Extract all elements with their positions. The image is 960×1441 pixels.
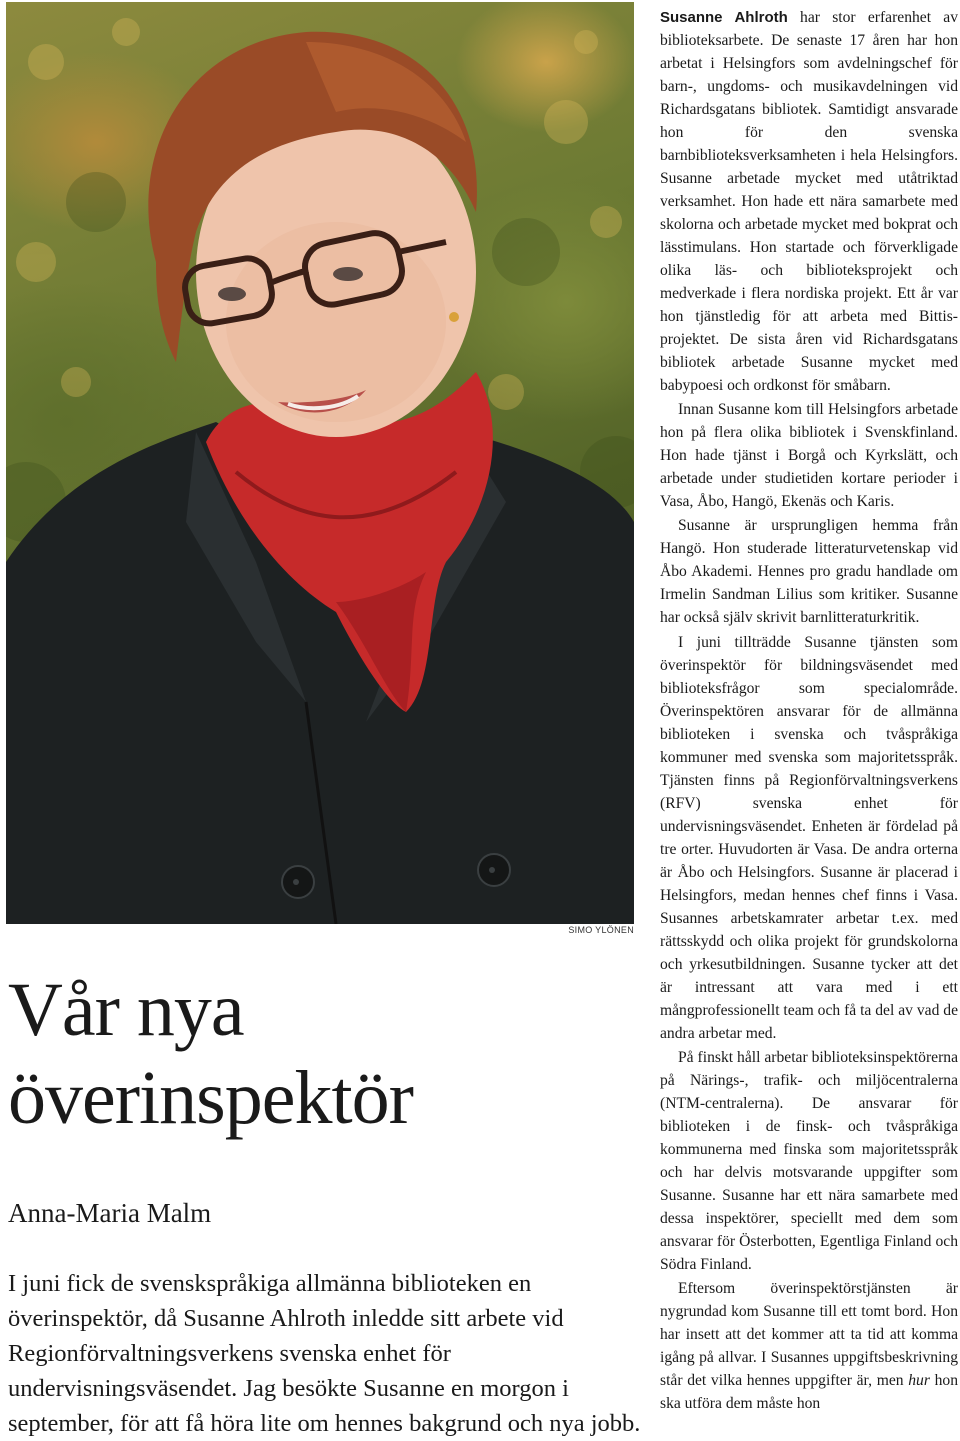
body-paragraph-3: Susanne är ursprungligen hemma från Hangö. Hon studerade litteraturvetenskap vid Åbo Akademi. Hennes pro gradu handlade om Irmelin Sandman Lilius som kritiker. Susanne har också själv skrivit barnlitteraturkritik. <box>660 517 958 627</box>
body-paragraph-1 <box>660 6 958 397</box>
author-byline: Anna-Maria Malm <box>8 1198 212 1228</box>
body-paragraph-6-start: Eftersom överinspektörstjänsten är nygrundad kom Susanne till ett tomt bord. Hon har insett att det kommer att ta tid att komma igång på allvar. I Susannes uppgiftsbeskrivning står det vilka hennes uppgifter är, men <box>660 1279 958 1389</box>
run-in-name: Susanne Ahlroth <box>660 9 788 26</box>
portrait-photo <box>6 2 634 924</box>
headline-line-1: Vår nya <box>8 968 244 1052</box>
body-paragraph-6 <box>660 1277 958 1415</box>
portrait-illustration <box>6 2 634 924</box>
emphasis-word: hur <box>908 1371 930 1389</box>
headline <box>8 966 638 1142</box>
body-paragraph-2: Innan Susanne kom till Helsingfors arbetade hon på flera olika bibliotek i Svenskfinland. Hon hade tjänst i Borgå och Kyrkslätt, och arbetade under studietiden kortare perioder i Vasa, Åbo, Hangö, Ekenäs och Karis. <box>660 401 958 511</box>
body-paragraph-1-text: har stor erfarenhet av biblioteksarbete. De senaste 17 åren har hon arbetat i Helsingfors som avdelningschef för barn-, ungdoms- och musikavdelningen vid Richardsgatans bibliotek. Samtidigt ansvarade hon för den svenska barnbiblioteksverksamheten i hela Helsingfors. Susanne arbetade mycket med utåtriktad verksamhet. Hon hade ett nära samarbete med skolorna och arbetade mycket med bokprat och lässtimulans. Hon startade och förverkligade olika läs- och biblioteksprojekt och medverkade i flera nordiska projekt. Ett år var hon tjänstledig för att arbeta med Bittis-projektet. De sista åren vid Richardsgatans bibliotek arbetade Susanne mycket med babypoesi och ordkonst för småbarn. <box>660 9 959 394</box>
headline-line-2: överinspektör <box>8 1056 413 1140</box>
body-paragraph-5: På finskt håll arbetar biblioteksinspektörerna på Närings-, trafik- och miljöcentralerna (NTM-centralerna). De ansvarar för biblioteken i de finsk- och tvåspråkiga kommunerna med finska som majoritetsspråk och har delvis motsvarande uppgifter som Susanne. Susanne har ett nära samarbete med dessa inspektörer, speciellt med dem som ansvarar för Österbotten, Egentliga Finland och Södra Finland. <box>660 1048 958 1273</box>
body-paragraph-6-end: hon ska utföra dem måste hon <box>660 1371 958 1412</box>
photo-credit: SIMO YLÖNEN <box>568 925 634 935</box>
article-body-column <box>660 6 958 1416</box>
body-paragraph-4: I juni tillträdde Susanne tjänsten som överinspektör för bildningsväsendet med biblioteksfrågor som specialområde. Överinspektören ansvarar för de allmänna biblioteken i svenska och tvåspråkiga kommuner med svenska som majoritetsspråk. Tjänsten finns på Regionförvaltningsverkens (RFV) svenska enhet för undervisningsväsendet. Enheten är fördelad på tre orter. Huvudorten är Vasa. De andra orterna är Åbo och Helsingfors. Susanne är placerad i Helsingfors, medan hennes chef finns i Vasa. Susannes arbetskamrater arbetar t.ex. med rättsskydd och olika projekt för grundskolorna och yrkesutbildningen. Susanne tycker att det är intressant att vara med i ett mångprofessionellt team och få ta del av vad de andra arbetar med. <box>660 633 958 1042</box>
lead-paragraph: I juni fick de svenskspråkiga allmänna biblioteken en överinspektör, då Susanne Ahlroth inledde sitt arbete vid Regionförvaltningsverkens svenska enhet för undervisningsväsendet. Jag besökte Susanne en morgon i september, för att få höra lite om hennes bakgrund och nya jobb. <box>8 1270 641 1437</box>
